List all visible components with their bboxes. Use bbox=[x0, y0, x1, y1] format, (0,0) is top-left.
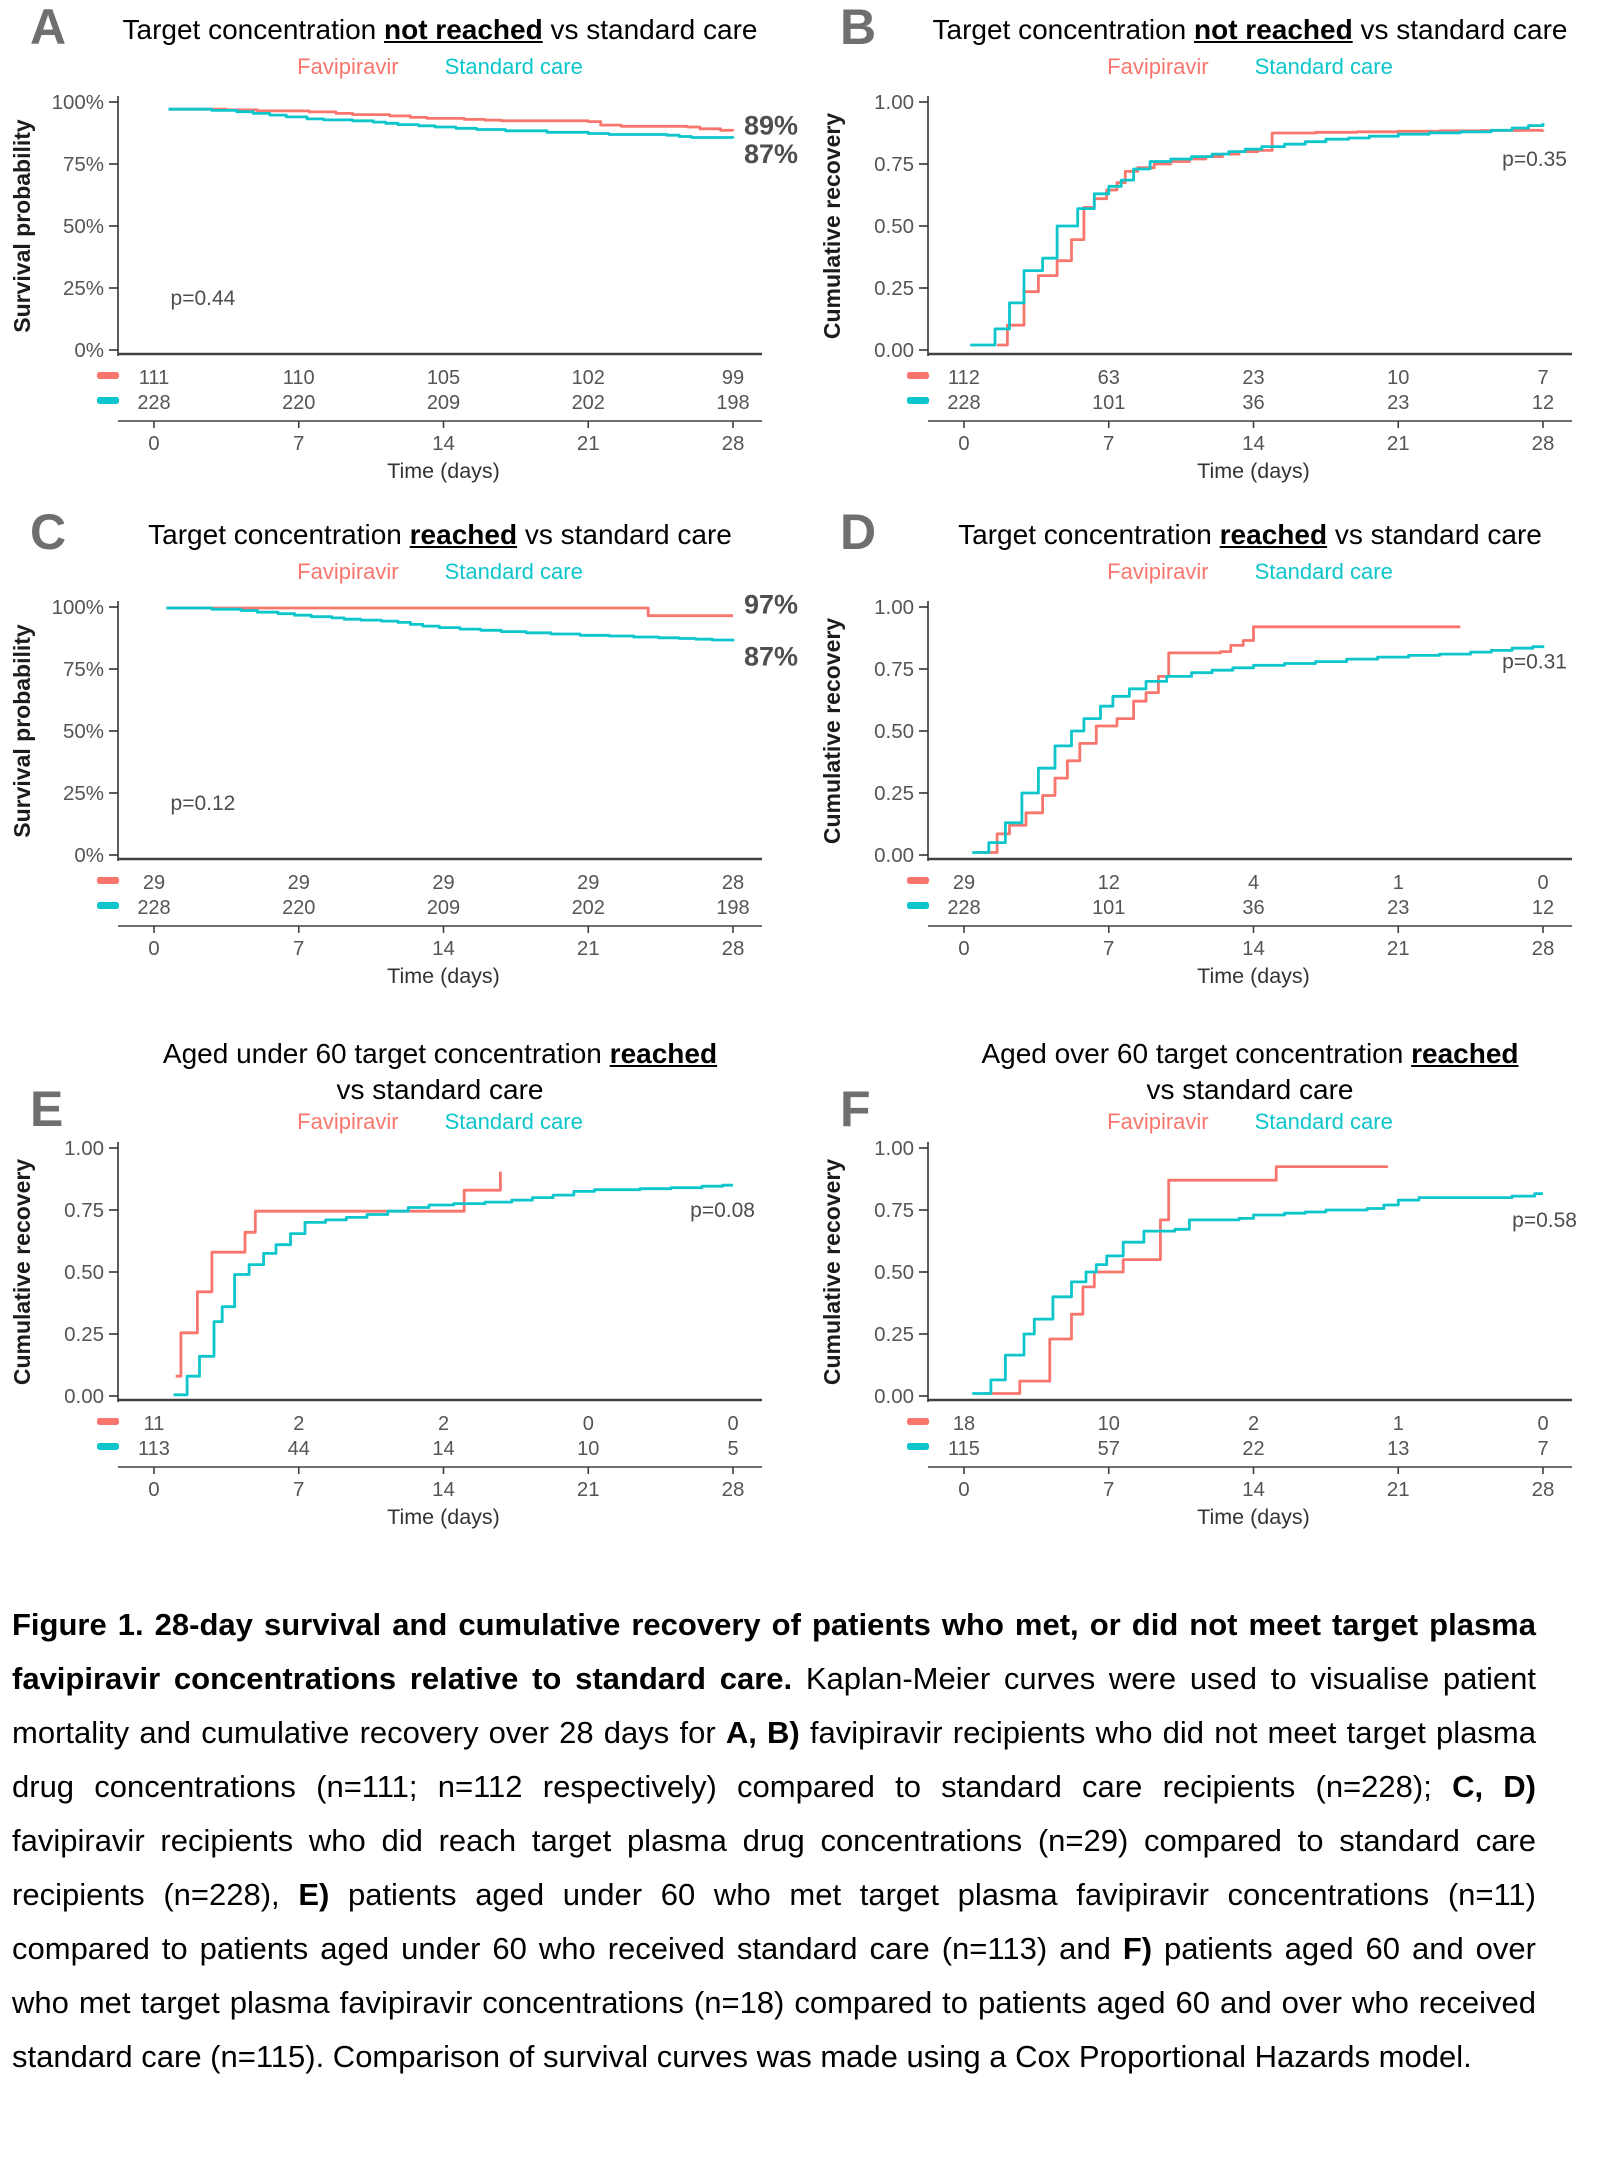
y-axis-label: Cumulative recovery bbox=[819, 617, 845, 845]
risk-row-key-dash bbox=[97, 1443, 119, 1450]
chart-title bbox=[920, 1036, 1580, 1108]
risk-row-key-dash bbox=[907, 902, 929, 909]
y-tick-label: 25% bbox=[62, 277, 104, 300]
p-value-label: p=0.12 bbox=[170, 791, 236, 815]
risk-count: 23 bbox=[1387, 392, 1410, 414]
title-text: vs standard care bbox=[542, 14, 758, 45]
caption-text: patients aged 60 and over who met target plasma favipiravir concentrations (n=18) compared to patients aged 60 and over who received standard care (n=115). Comparison of survival curves was made using a Cox Proportional Hazards model. bbox=[12, 1931, 1536, 2074]
risk-count: 102 bbox=[571, 367, 605, 389]
y-axis-label: Cumulative recovery bbox=[819, 1158, 845, 1386]
risk-count: 4 bbox=[1247, 872, 1260, 894]
y-tick-label: 0.75 bbox=[874, 658, 914, 681]
curve-standard-care bbox=[972, 645, 1543, 852]
chart-plot bbox=[0, 88, 810, 493]
risk-count: 209 bbox=[426, 897, 461, 919]
legend-item: Standard care bbox=[444, 54, 583, 79]
panel-b bbox=[810, 0, 1620, 505]
y-axis-label: Survival probability bbox=[9, 624, 35, 838]
legend-item: Standard care bbox=[444, 1109, 583, 1134]
title-text: Aged under 60 target concentration bbox=[162, 1038, 610, 1069]
title-text: Aged over 60 target concentration bbox=[981, 1038, 1412, 1069]
curve-standard-care bbox=[169, 109, 734, 138]
risk-count: 0 bbox=[582, 1413, 594, 1435]
y-axis-label: Cumulative recovery bbox=[819, 112, 845, 340]
x-tick-label: 7 bbox=[1103, 432, 1115, 455]
risk-count: 0 bbox=[1537, 1413, 1549, 1435]
risk-count: 36 bbox=[1242, 392, 1265, 414]
y-tick-label: 1.00 bbox=[64, 1137, 104, 1160]
risk-count: 113 bbox=[138, 1438, 170, 1460]
x-tick-label: 28 bbox=[1531, 1478, 1555, 1501]
x-tick-label: 7 bbox=[1103, 1478, 1115, 1501]
curve-favipiravir bbox=[985, 1167, 1388, 1394]
y-tick-label: 0.50 bbox=[64, 1261, 104, 1284]
risk-count: 7 bbox=[1537, 367, 1549, 389]
x-axis-label: Time (days) bbox=[387, 1505, 500, 1529]
y-tick-label: 0% bbox=[74, 339, 104, 362]
legend-item: Standard care bbox=[1254, 1109, 1393, 1134]
chart-title bbox=[110, 12, 770, 48]
risk-row-key-dash bbox=[907, 372, 929, 379]
risk-count: 10 bbox=[1387, 367, 1410, 389]
p-value-label: p=0.08 bbox=[690, 1199, 755, 1222]
risk-count: 7 bbox=[1537, 1438, 1549, 1460]
caption-bold-text: C, D) bbox=[1452, 1769, 1537, 1804]
risk-count: 101 bbox=[1092, 392, 1126, 414]
risk-count: 101 bbox=[1092, 897, 1126, 919]
curve-standard-care bbox=[174, 1185, 733, 1395]
title-emphasis: reached bbox=[609, 1038, 718, 1069]
legend-item: Favipiravir bbox=[1107, 54, 1209, 79]
y-tick-label: 1.00 bbox=[874, 91, 914, 114]
risk-count: 220 bbox=[282, 392, 316, 414]
risk-count: 228 bbox=[137, 897, 171, 919]
x-tick-label: 28 bbox=[721, 937, 745, 960]
x-tick-label: 0 bbox=[148, 1478, 160, 1501]
risk-row-key-dash bbox=[907, 1418, 929, 1425]
panel-e bbox=[0, 1010, 810, 1590]
x-tick-label: 0 bbox=[958, 432, 970, 455]
x-axis-label: Time (days) bbox=[1197, 1505, 1310, 1529]
title-text: Target concentration bbox=[122, 14, 384, 45]
curve-end-label: 97% bbox=[744, 593, 799, 620]
risk-count: 0 bbox=[727, 1413, 739, 1435]
risk-count: 22 bbox=[1242, 1438, 1265, 1460]
x-tick-label: 7 bbox=[1103, 937, 1115, 960]
x-tick-label: 28 bbox=[721, 432, 745, 455]
chart-legend bbox=[110, 1109, 770, 1135]
chart-title bbox=[920, 12, 1580, 48]
x-tick-label: 28 bbox=[1531, 432, 1555, 455]
x-axis-label: Time (days) bbox=[1197, 964, 1310, 988]
p-value-label: p=0.35 bbox=[1502, 148, 1567, 172]
y-tick-label: 0.00 bbox=[64, 1385, 104, 1408]
curve-standard-care bbox=[970, 123, 1543, 345]
panel-letter: D bbox=[840, 504, 877, 560]
km-plot-svg bbox=[810, 593, 1620, 998]
x-tick-label: 21 bbox=[1386, 1478, 1410, 1501]
y-tick-label: 0.50 bbox=[874, 720, 914, 743]
legend-item: Standard care bbox=[444, 559, 583, 584]
risk-count: 99 bbox=[721, 367, 745, 389]
curve-standard-care bbox=[972, 1194, 1543, 1394]
title-text: vs standard care bbox=[336, 1073, 544, 1105]
title-emphasis: not reached bbox=[1194, 14, 1353, 45]
y-tick-label: 100% bbox=[51, 91, 104, 114]
caption-bold-text: E) bbox=[298, 1877, 330, 1912]
y-tick-label: 0.75 bbox=[874, 153, 914, 176]
risk-count: 13 bbox=[1387, 1438, 1410, 1460]
risk-count: 36 bbox=[1242, 897, 1265, 919]
risk-row-key-dash bbox=[907, 397, 929, 404]
y-tick-label: 0.25 bbox=[874, 1323, 914, 1346]
panel-letter: B bbox=[840, 0, 877, 55]
y-tick-label: 25% bbox=[62, 782, 104, 805]
panel-letter: C bbox=[30, 504, 67, 560]
risk-count: 29 bbox=[577, 872, 600, 894]
chart-title bbox=[110, 1036, 770, 1108]
legend-item: Standard care bbox=[1254, 54, 1393, 79]
risk-count: 111 bbox=[138, 367, 170, 389]
y-tick-label: 100% bbox=[51, 596, 104, 619]
caption-text: Kaplan-Meier curves were used to visualise patient mortality and cumulative recovery over 28 days for bbox=[12, 1661, 1536, 1750]
x-tick-label: 14 bbox=[1242, 937, 1265, 960]
x-tick-label: 14 bbox=[1242, 1478, 1265, 1501]
risk-count: 12 bbox=[1531, 897, 1555, 919]
y-tick-label: 0% bbox=[74, 844, 104, 867]
title-text: vs standard care bbox=[517, 519, 732, 550]
title-text: Target concentration bbox=[932, 14, 1194, 45]
panel-a bbox=[0, 0, 810, 505]
x-tick-label: 7 bbox=[293, 432, 305, 455]
risk-count: 28 bbox=[721, 872, 745, 894]
risk-count: 18 bbox=[952, 1413, 976, 1435]
chart-legend bbox=[920, 559, 1580, 585]
x-tick-label: 21 bbox=[576, 937, 600, 960]
x-tick-label: 28 bbox=[721, 1478, 745, 1501]
x-tick-label: 21 bbox=[1386, 937, 1410, 960]
risk-count: 220 bbox=[282, 897, 316, 919]
legend-item: Favipiravir bbox=[1107, 1109, 1209, 1134]
x-tick-label: 7 bbox=[293, 937, 305, 960]
risk-row-key-dash bbox=[97, 877, 119, 884]
chart-legend bbox=[920, 1109, 1580, 1135]
x-tick-label: 14 bbox=[432, 432, 455, 455]
risk-count: 2 bbox=[293, 1413, 305, 1435]
risk-row-key-dash bbox=[907, 877, 929, 884]
risk-count: 112 bbox=[948, 367, 980, 389]
risk-count: 10 bbox=[577, 1438, 600, 1460]
x-tick-label: 14 bbox=[1242, 432, 1265, 455]
risk-count: 12 bbox=[1531, 392, 1555, 414]
risk-count: 209 bbox=[426, 392, 461, 414]
title-emphasis: reached bbox=[1219, 519, 1328, 550]
risk-count: 2 bbox=[437, 1413, 450, 1435]
title-emphasis: not reached bbox=[384, 14, 543, 45]
x-tick-label: 21 bbox=[1386, 432, 1410, 455]
risk-count: 12 bbox=[1097, 872, 1120, 894]
risk-count: 44 bbox=[287, 1438, 310, 1460]
risk-count: 57 bbox=[1097, 1438, 1120, 1460]
title-text: vs standard care bbox=[1146, 1073, 1354, 1105]
x-tick-label: 0 bbox=[958, 937, 970, 960]
y-tick-label: 50% bbox=[62, 215, 104, 238]
chart-plot bbox=[810, 593, 1620, 998]
risk-count: 5 bbox=[727, 1438, 739, 1460]
risk-row-key-dash bbox=[97, 1418, 119, 1425]
risk-count: 105 bbox=[426, 367, 461, 389]
km-plot-svg bbox=[0, 1134, 810, 1539]
risk-count: 10 bbox=[1097, 1413, 1120, 1435]
chart-plot bbox=[0, 593, 810, 998]
caption-text: favipiravir recipients who did reach target plasma drug concentrations (n=29) compared to standard care recipients (n=228), bbox=[12, 1823, 1536, 1912]
x-axis-label: Time (days) bbox=[387, 459, 500, 483]
y-tick-label: 0.25 bbox=[874, 277, 914, 300]
panel-letter: A bbox=[30, 0, 67, 55]
risk-count: 115 bbox=[948, 1438, 980, 1460]
panel-c bbox=[0, 505, 810, 1010]
risk-row-key-dash bbox=[97, 902, 119, 909]
risk-count: 1 bbox=[1392, 872, 1404, 894]
chart-plot bbox=[810, 1134, 1620, 1539]
x-axis-label: Time (days) bbox=[1197, 459, 1310, 483]
title-text: vs standard care bbox=[1352, 14, 1568, 45]
curve-end-label: 89% bbox=[744, 110, 799, 141]
y-tick-label: 1.00 bbox=[874, 596, 914, 619]
y-tick-label: 0.00 bbox=[874, 1385, 914, 1408]
panel-letter: E bbox=[30, 1081, 64, 1137]
risk-count: 228 bbox=[947, 897, 981, 919]
panel-d bbox=[810, 505, 1620, 1010]
risk-count: 110 bbox=[282, 367, 315, 389]
risk-count: 29 bbox=[432, 872, 455, 894]
caption-text: favipiravir recipients who did not meet target plasma drug concentrations (n=111; n=112 respectively) compared to standard care recipients (n=228); bbox=[12, 1715, 1536, 1804]
risk-count: 23 bbox=[1242, 367, 1265, 389]
figure-caption bbox=[12, 1598, 1536, 2084]
curve-end-label: 87% bbox=[744, 641, 799, 672]
x-tick-label: 28 bbox=[1531, 937, 1555, 960]
chart-plot bbox=[0, 1134, 810, 1539]
chart-legend bbox=[920, 54, 1580, 80]
caption-bold-text: Figure 1. 28-day survival and cumulative recovery of patients who met, or did not meet target plasma favipiravir concentrations relative to standard care. bbox=[12, 1607, 1536, 1696]
x-tick-label: 0 bbox=[148, 432, 160, 455]
caption-text: patients aged under 60 who met target plasma favipiravir concentrations (n=11) compared to patients aged under 60 who received standard care (n=113) and bbox=[12, 1877, 1536, 1966]
caption-bold-text: F) bbox=[1122, 1931, 1153, 1966]
y-tick-label: 75% bbox=[62, 658, 104, 681]
km-plot-svg bbox=[810, 88, 1620, 493]
title-text: vs standard care bbox=[1327, 519, 1542, 550]
y-tick-label: 0.00 bbox=[874, 844, 914, 867]
x-tick-label: 0 bbox=[148, 937, 160, 960]
legend-item: Standard care bbox=[1254, 559, 1393, 584]
risk-row-key-dash bbox=[97, 372, 119, 379]
legend-item: Favipiravir bbox=[297, 559, 399, 584]
chart-legend bbox=[110, 559, 770, 585]
x-tick-label: 7 bbox=[293, 1478, 305, 1501]
y-tick-label: 75% bbox=[62, 153, 104, 176]
risk-count: 0 bbox=[1537, 872, 1549, 894]
x-tick-label: 21 bbox=[576, 432, 600, 455]
km-plot-svg bbox=[0, 593, 810, 998]
chart-title bbox=[920, 517, 1580, 553]
risk-count: 228 bbox=[947, 392, 981, 414]
km-plot-svg bbox=[810, 1134, 1620, 1539]
risk-count: 11 bbox=[143, 1413, 165, 1435]
risk-count: 198 bbox=[716, 897, 750, 919]
x-axis-label: Time (days) bbox=[387, 964, 500, 988]
km-plot-svg bbox=[0, 88, 810, 493]
risk-count: 1 bbox=[1392, 1413, 1404, 1435]
risk-count: 63 bbox=[1097, 367, 1120, 389]
risk-count: 23 bbox=[1387, 897, 1410, 919]
y-tick-label: 0.75 bbox=[64, 1199, 104, 1222]
risk-count: 228 bbox=[137, 392, 171, 414]
curve-favipiravir bbox=[997, 130, 1543, 345]
risk-count: 2 bbox=[1247, 1413, 1260, 1435]
curve-end-label: 87% bbox=[744, 139, 799, 170]
panel-letter: F bbox=[840, 1081, 871, 1137]
curve-favipiravir bbox=[976, 627, 1460, 853]
risk-count: 14 bbox=[432, 1438, 455, 1460]
panel-f bbox=[810, 1010, 1620, 1590]
p-value-label: p=0.44 bbox=[170, 286, 236, 310]
risk-count: 202 bbox=[571, 897, 605, 919]
chart-plot bbox=[810, 88, 1620, 493]
risk-count: 198 bbox=[716, 392, 750, 414]
risk-count: 29 bbox=[287, 872, 310, 894]
y-tick-label: 0.00 bbox=[874, 339, 914, 362]
y-axis-label: Cumulative recovery bbox=[9, 1158, 35, 1386]
y-tick-label: 50% bbox=[62, 720, 104, 743]
title-emphasis: reached bbox=[409, 519, 518, 550]
x-tick-label: 14 bbox=[432, 937, 455, 960]
title-emphasis: reached bbox=[1411, 1038, 1519, 1069]
title-text: Target concentration bbox=[958, 519, 1220, 550]
y-tick-label: 1.00 bbox=[874, 1137, 914, 1160]
y-tick-label: 0.25 bbox=[64, 1323, 104, 1346]
legend-item: Favipiravir bbox=[297, 1109, 399, 1134]
curve-favipiravir bbox=[176, 1172, 501, 1377]
x-tick-label: 0 bbox=[958, 1478, 970, 1501]
y-tick-label: 0.50 bbox=[874, 1261, 914, 1284]
legend-item: Favipiravir bbox=[297, 54, 399, 79]
risk-count: 29 bbox=[142, 872, 166, 894]
legend-item: Favipiravir bbox=[1107, 559, 1209, 584]
p-value-label: p=0.31 bbox=[1502, 650, 1567, 674]
risk-count: 202 bbox=[571, 392, 605, 414]
y-tick-label: 0.50 bbox=[874, 215, 914, 238]
caption-bold-text: A, B) bbox=[725, 1715, 800, 1750]
y-tick-label: 0.25 bbox=[874, 782, 914, 805]
risk-row-key-dash bbox=[907, 1443, 929, 1450]
risk-count: 29 bbox=[952, 872, 976, 894]
chart-title bbox=[110, 517, 770, 553]
x-tick-label: 21 bbox=[576, 1478, 600, 1501]
x-tick-label: 14 bbox=[432, 1478, 455, 1501]
risk-row-key-dash bbox=[97, 397, 119, 404]
y-tick-label: 0.75 bbox=[874, 1199, 914, 1222]
p-value-label: p=0.58 bbox=[1512, 1208, 1577, 1232]
chart-legend bbox=[110, 54, 770, 80]
title-text: Target concentration bbox=[148, 519, 410, 550]
y-axis-label: Survival probability bbox=[9, 119, 35, 333]
